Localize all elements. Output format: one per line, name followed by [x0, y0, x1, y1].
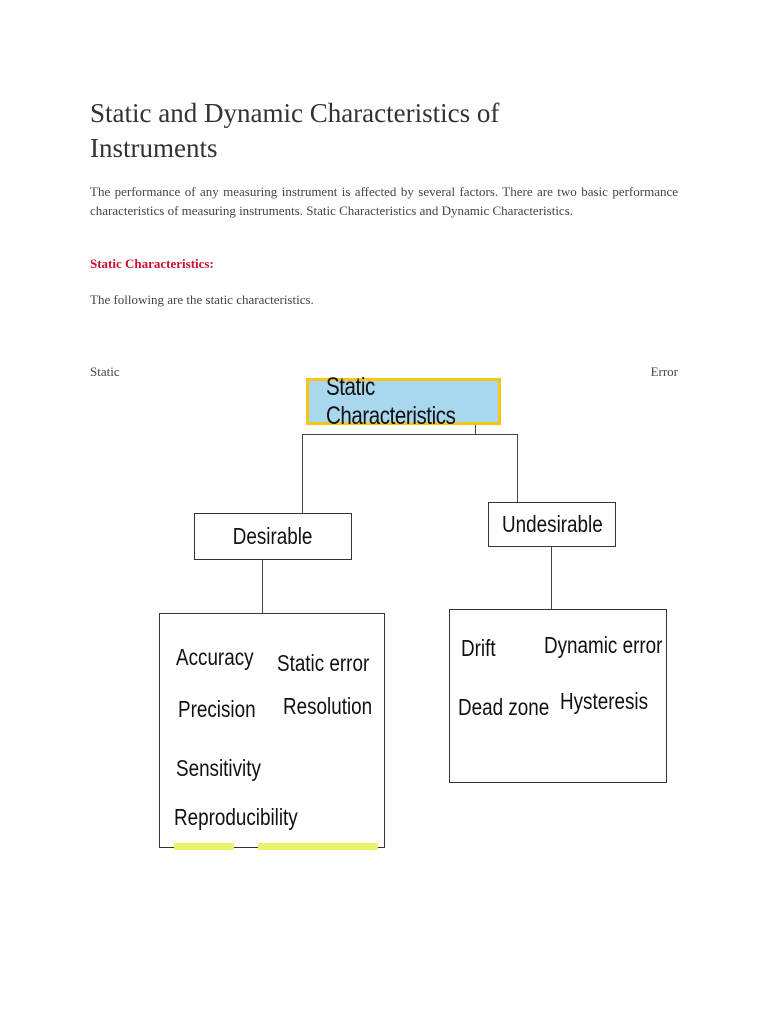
list-item: Sensitivity	[176, 755, 261, 781]
undesirable-list	[449, 609, 667, 783]
list-item: Reproducibility	[174, 804, 298, 830]
desirable-node	[194, 513, 352, 560]
list-item: Dead zone	[458, 694, 550, 720]
section-heading: Static Characteristics:	[90, 256, 214, 271]
caption-left: Static	[90, 364, 120, 379]
undesirable-node	[488, 502, 616, 547]
desirable-label: Desirable	[233, 523, 313, 549]
page-title: Static and Dynamic Characteristics of Instruments	[90, 98, 500, 163]
connector-right-drop	[517, 434, 518, 503]
root-node	[306, 372, 501, 430]
undesirable-label: Undesirable	[501, 511, 603, 537]
caption-right: Error	[650, 364, 678, 379]
list-item: Static error	[277, 650, 370, 676]
connector-left-drop	[302, 434, 303, 514]
list-item: Drift	[461, 635, 496, 661]
list-item: Precision	[178, 696, 256, 722]
intro-paragraph: The performance of any measuring instrument is affected by several factors. There are two basic performance characteristics of measuring instruments. Static Characteristics and Dynamic Characteristics.	[90, 184, 678, 218]
connector-horizontal	[302, 434, 518, 435]
connector-undesirable-list	[551, 547, 552, 609]
list-item: Hysteresis	[560, 688, 649, 714]
following-text: The following are the static characteristics.	[90, 292, 314, 307]
desirable-list	[159, 613, 385, 848]
highlight-mark	[174, 843, 234, 850]
connector-desirable-list	[262, 560, 263, 614]
highlight-mark	[258, 843, 378, 850]
list-item: Accuracy	[176, 644, 254, 670]
list-item: Dynamic error	[544, 632, 663, 658]
root-label: Static Characteristics	[326, 372, 456, 430]
list-item: Resolution	[283, 693, 373, 719]
